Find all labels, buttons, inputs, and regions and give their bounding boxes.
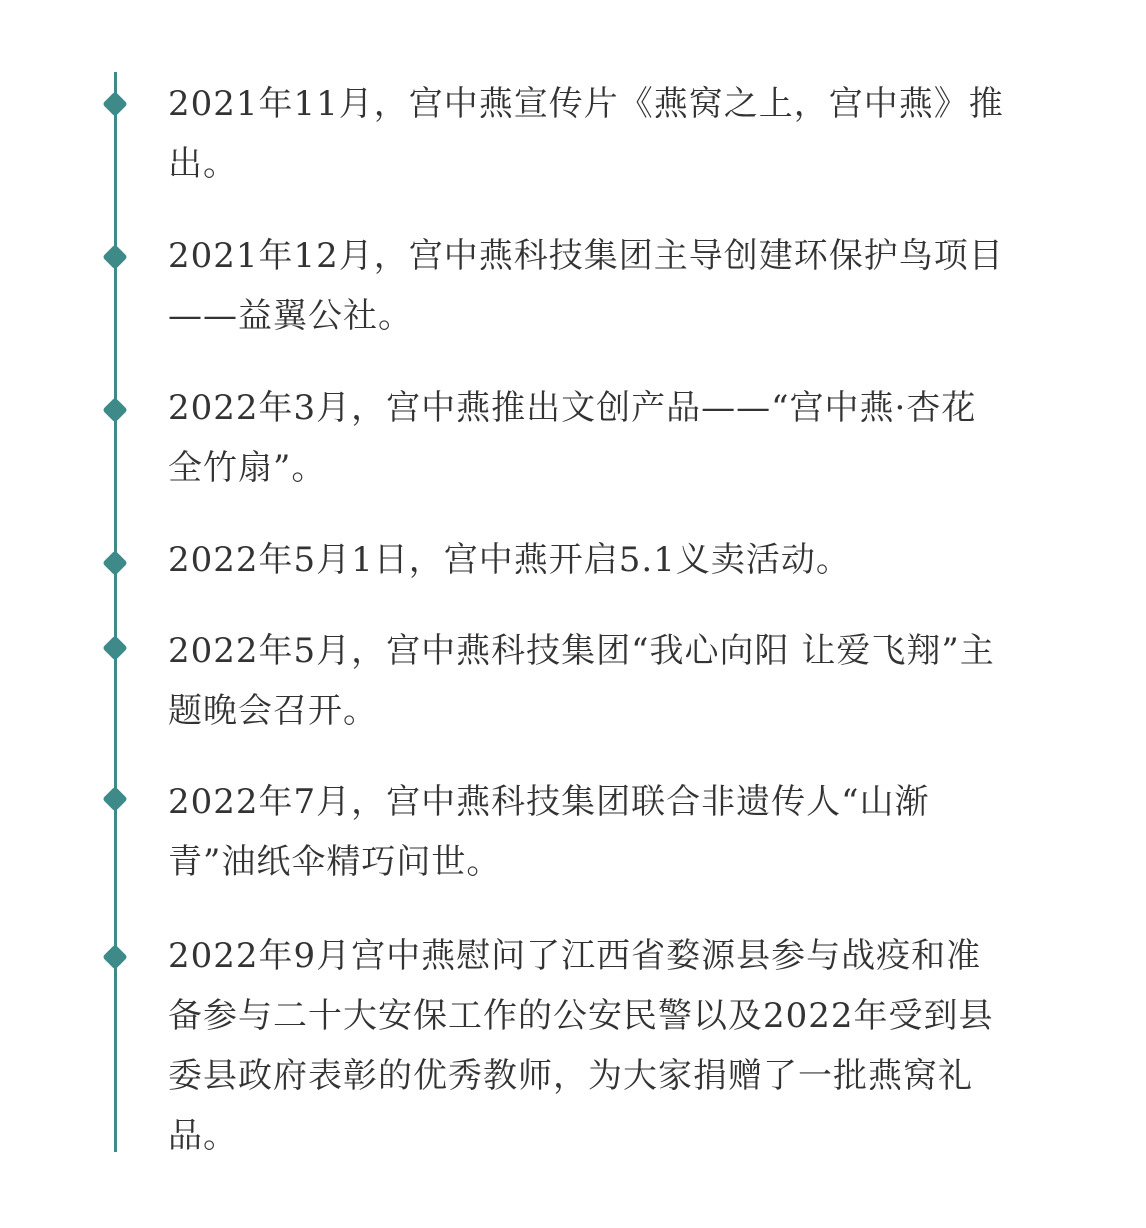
- timeline-entry-5: 2022年5月，宫中燕科技集团“我心向阳 让爱飞翔”主题晚会召开。: [168, 631, 995, 731]
- timeline-dot-7: [102, 944, 127, 969]
- timeline-entry-2: 2021年12月，宫中燕科技集团主导创建环保护鸟项目——益翼公社。: [168, 236, 1004, 336]
- timeline-dot-2: [102, 244, 127, 269]
- timeline-entry-7: 2022年9月宫中燕慰问了江西省婺源县参与战疫和准备参与二十大安保工作的公安民警以及2022年受到县委县政府表彰的优秀教师，为大家捐赠了一批燕窝礼品。: [168, 936, 994, 1156]
- timeline-dot-4: [102, 550, 127, 575]
- timeline-dot-3: [102, 397, 127, 422]
- timeline-line: [114, 72, 117, 1152]
- timeline-entry-1: 2021年11月，宫中燕宣传片《燕窝之上，宫中燕》推出。: [168, 84, 1004, 184]
- timeline-entry-6: 2022年7月，宫中燕科技集团联合非遗传人“山渐青”油纸伞精巧问世。: [168, 782, 930, 882]
- timeline-dot-1: [102, 91, 127, 116]
- timeline-entry-4: 2022年5月1日，宫中燕开启5.1义卖活动。: [168, 540, 851, 580]
- timeline-dot-6: [102, 786, 127, 811]
- timeline-dot-5: [102, 635, 127, 660]
- timeline-entry-3: 2022年3月，宫中燕推出文创产品——“宫中燕·杏花全竹扇”。: [168, 388, 977, 488]
